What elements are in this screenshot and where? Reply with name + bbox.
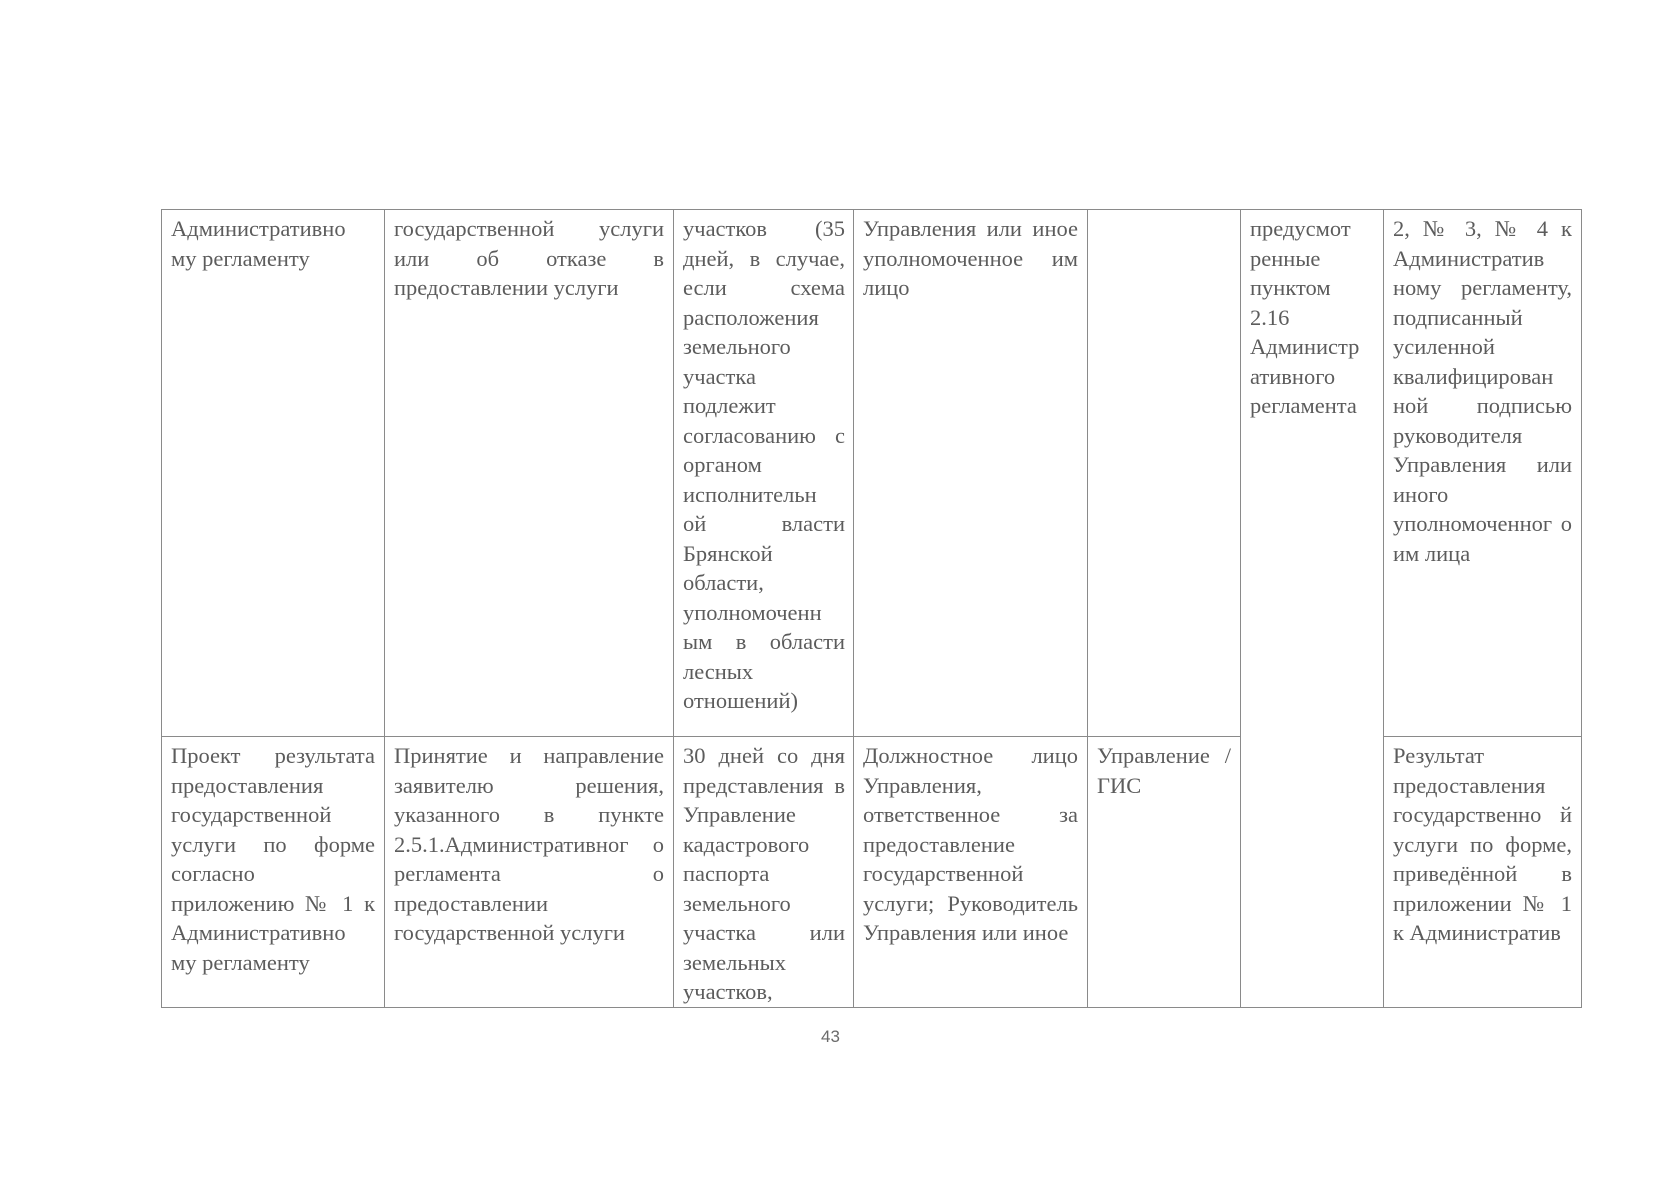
table-cell-result-document: Проект результата предоставления государственной услуги по форме согласно приложению № 1 к Административно му регламенту	[162, 737, 385, 1008]
table-cell-place	[1088, 210, 1241, 737]
table-row	[162, 737, 1582, 1008]
table-cell-criteria: предусмот ренные пунктом 2.16 Администр ативного регламента	[1241, 210, 1384, 737]
page-number: 43	[821, 1027, 840, 1046]
regulation-table	[161, 209, 1582, 1008]
table-cell-deadline: 30 дней со дня представления в Управление кадастрового паспорта земельного участка или земельных участков,	[674, 737, 854, 1008]
table-cell-place: Управление / ГИС	[1088, 737, 1241, 1008]
table-cell-responsible-person: Управления или иное уполномоченное им лицо	[854, 210, 1088, 737]
table-cell-criteria	[1241, 737, 1384, 1008]
table-cell-result: Результат предоставления государственно й услуги по форме, приведённой в приложении № 1 к Административ	[1384, 737, 1582, 1008]
table-cell-action: Принятие и направление заявителю решения, указанного в пункте 2.5.1.Административног о регламента о предоставлении государственной услуги	[385, 737, 674, 1008]
table-cell-result-document: Административно му регламенту	[162, 210, 385, 737]
table-row	[162, 210, 1582, 737]
table-cell-deadline: участков (35 дней, в случае, если схема расположения земельного участка подлежит согласованию с органом исполнительн ой власти Брянской области, уполномоченн ым в области лесных отношений)	[674, 210, 854, 737]
table-cell-result: 2, № 3, № 4 к Административ ному регламенту, подписанный усиленной квалифицирован ной подписью руководителя Управления или иного уполномоченног о им лица	[1384, 210, 1582, 737]
table-cell-responsible-person: Должностное лицо Управления, ответственное за предоставление государственной услуги; Руководитель Управления или иное	[854, 737, 1088, 1008]
table-cell-action: государственной услуги или об отказе в предоставлении услуги	[385, 210, 674, 737]
